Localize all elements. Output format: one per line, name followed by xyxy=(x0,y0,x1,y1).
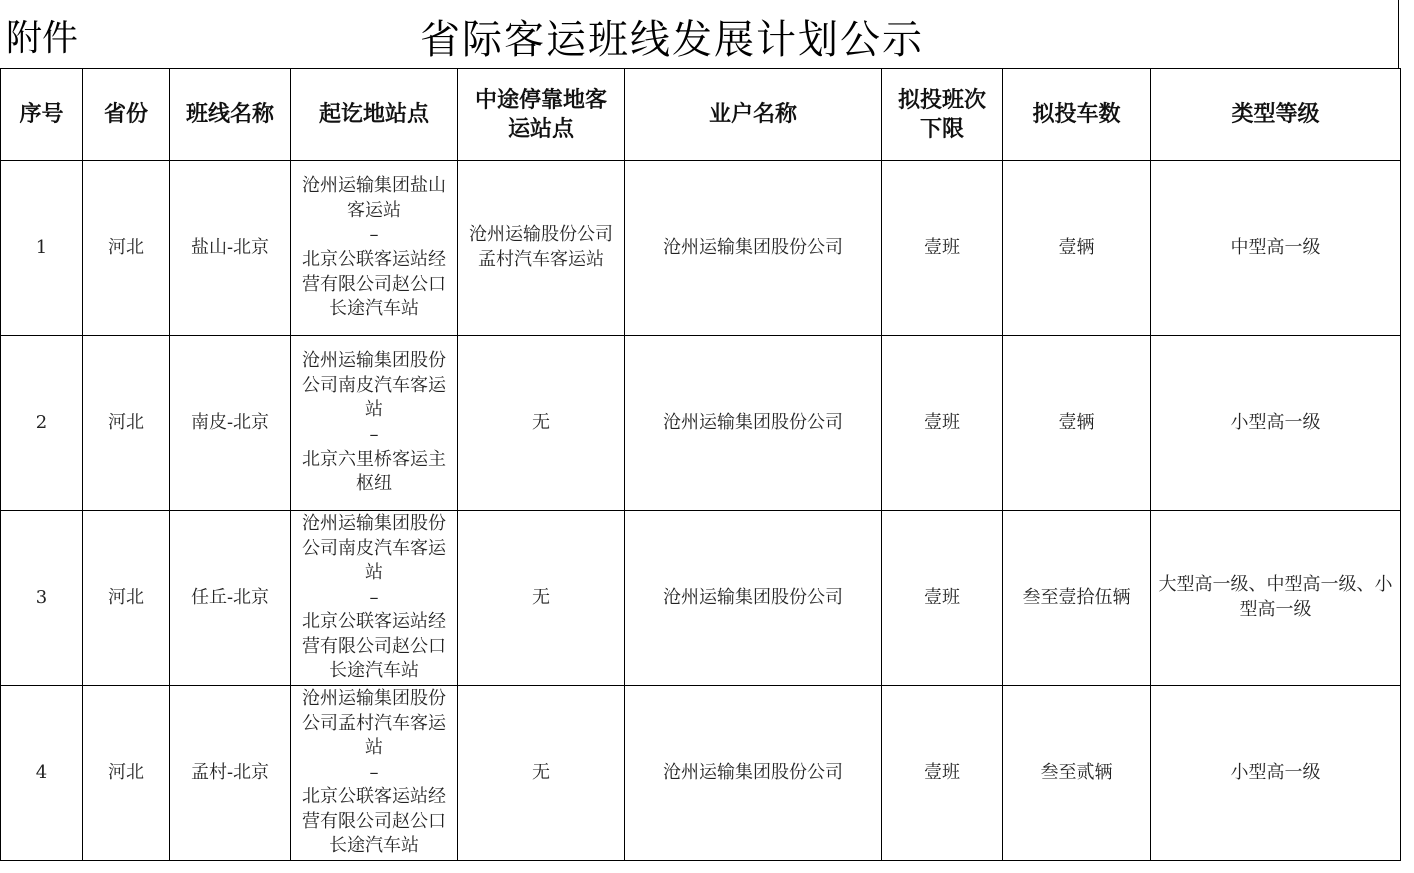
title-bar xyxy=(0,0,1399,68)
table-row xyxy=(1,336,1401,511)
destination-station: 北京公联客运站经营有限公司赵公口长途汽车站 xyxy=(302,786,446,857)
col-header-stops: 中途停靠地客运站点 xyxy=(458,69,625,161)
cell-vehicles: 壹辆 xyxy=(1003,161,1151,336)
cell-grade: 中型高一级 xyxy=(1151,161,1401,336)
cell-province: 河北 xyxy=(83,161,170,336)
cell-min-trips: 壹班 xyxy=(882,511,1003,686)
cell-no: 4 xyxy=(1,686,83,861)
plan-table xyxy=(0,68,1401,861)
cell-min-trips: 壹班 xyxy=(882,336,1003,511)
cell-stops: 沧州运输股份公司孟村汽车客运站 xyxy=(458,161,625,336)
cell-line-name: 盐山-北京 xyxy=(170,161,291,336)
origin-station: 沧州运输集团股份公司南皮汽车客运站 xyxy=(302,350,446,421)
cell-operator: 沧州运输集团股份公司 xyxy=(625,336,882,511)
cell-line-name: 南皮-北京 xyxy=(170,336,291,511)
cell-no: 1 xyxy=(1,161,83,336)
cell-stops: 无 xyxy=(458,336,625,511)
cell-origin-dest xyxy=(291,511,458,686)
origin-station: 沧州运输集团股份公司孟村汽车客运站 xyxy=(302,687,446,759)
col-header-vehicles: 拟投车数 xyxy=(1003,69,1151,161)
destination-station: 北京六里桥客运主枢纽 xyxy=(302,448,446,495)
destination-station: 北京公联客运站经营有限公司赵公口长途汽车站 xyxy=(302,249,446,320)
table-header-row xyxy=(1,69,1401,161)
origin-station: 沧州运输集团股份公司南皮汽车客运站 xyxy=(302,512,446,584)
route-separator: – xyxy=(369,761,379,783)
page-title: 省际客运班线发展计划公示 xyxy=(420,17,924,63)
destination-station: 北京公联客运站经营有限公司赵公口长途汽车站 xyxy=(302,611,446,682)
origin-station: 沧州运输集团盐山客运站 xyxy=(302,175,446,221)
cell-line-name: 孟村-北京 xyxy=(170,686,291,861)
cell-vehicles: 叁至贰辆 xyxy=(1003,686,1151,861)
route-separator: – xyxy=(369,224,379,246)
cell-stops: 无 xyxy=(458,686,625,861)
cell-min-trips: 壹班 xyxy=(882,686,1003,861)
table-row xyxy=(1,686,1401,861)
cell-vehicles: 壹辆 xyxy=(1003,336,1151,511)
col-header-origin-dest: 起讫地站点 xyxy=(291,69,458,161)
cell-grade: 小型高一级 xyxy=(1151,686,1401,861)
cell-stops: 无 xyxy=(458,511,625,686)
table-row xyxy=(1,161,1401,336)
cell-province: 河北 xyxy=(83,686,170,861)
col-header-line-name: 班线名称 xyxy=(170,69,291,161)
cell-grade: 小型高一级 xyxy=(1151,336,1401,511)
cell-origin-dest xyxy=(291,336,458,511)
col-header-min-trips: 拟投班次下限 xyxy=(882,69,1003,161)
cell-no: 2 xyxy=(1,336,83,511)
cell-origin-dest xyxy=(291,161,458,336)
cell-origin-dest xyxy=(291,686,458,861)
cell-min-trips: 壹班 xyxy=(882,161,1003,336)
col-header-no: 序号 xyxy=(1,69,83,161)
col-header-operator: 业户名称 xyxy=(625,69,882,161)
cell-province: 河北 xyxy=(83,511,170,686)
cell-grade: 大型高一级、中型高一级、小型高一级 xyxy=(1151,511,1401,686)
cell-operator: 沧州运输集团股份公司 xyxy=(625,511,882,686)
cell-vehicles: 叁至壹拾伍辆 xyxy=(1003,511,1151,686)
cell-province: 河北 xyxy=(83,336,170,511)
cell-line-name: 任丘-北京 xyxy=(170,511,291,686)
route-separator: – xyxy=(369,424,379,445)
table-row xyxy=(1,511,1401,686)
attachment-label: 附件 xyxy=(6,18,79,59)
col-header-grade: 类型等级 xyxy=(1151,69,1401,161)
cell-operator: 沧州运输集团股份公司 xyxy=(625,161,882,336)
cell-operator: 沧州运输集团股份公司 xyxy=(625,686,882,861)
col-header-province: 省份 xyxy=(83,69,170,161)
route-separator: – xyxy=(369,586,379,608)
cell-no: 3 xyxy=(1,511,83,686)
